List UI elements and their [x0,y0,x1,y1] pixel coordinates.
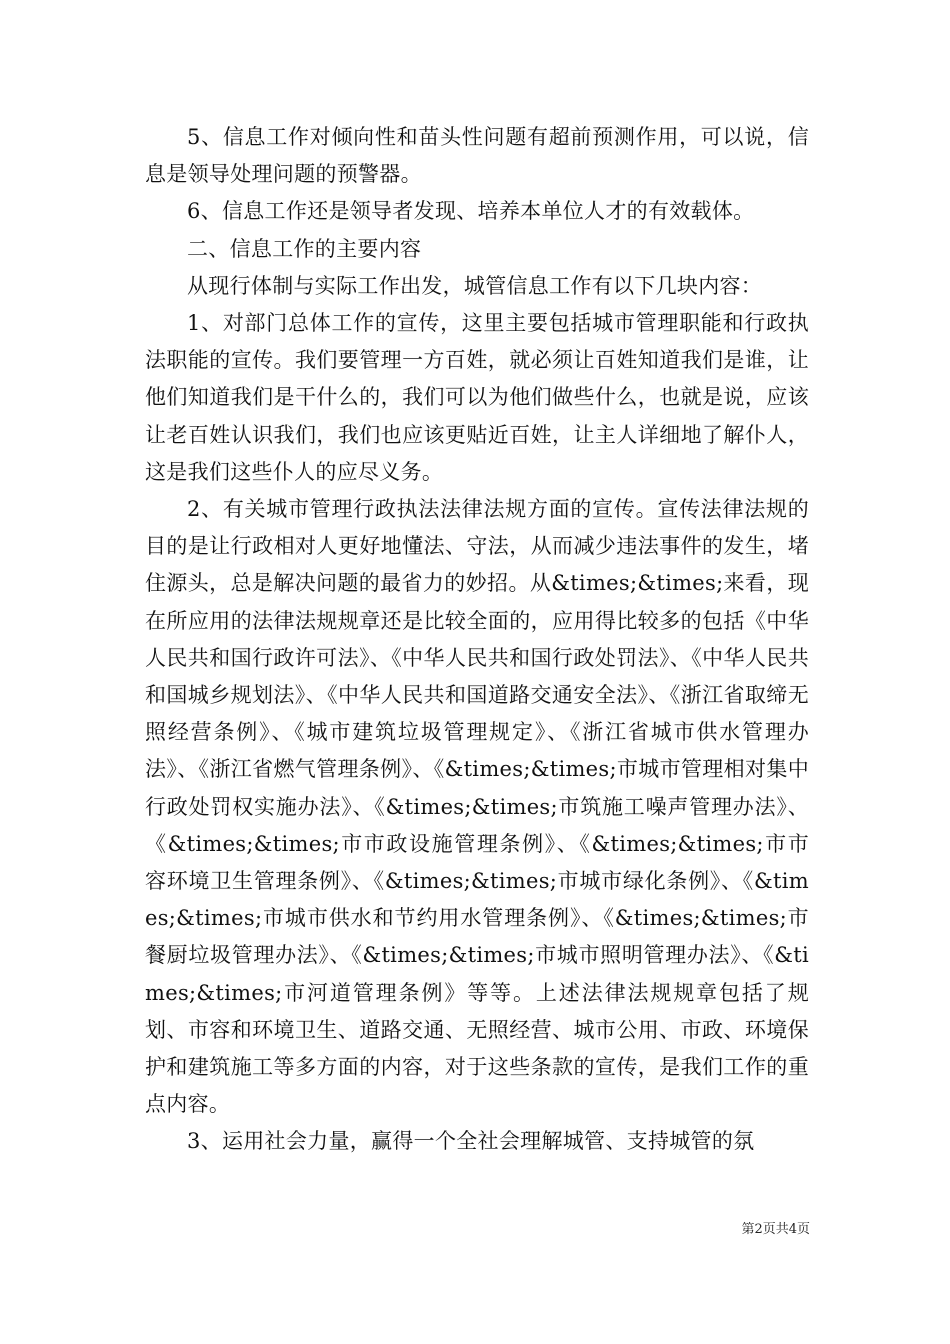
page-number: 第2页共4页 [741,1222,810,1237]
section-heading: 二、信息工作的主要内容 [187,236,422,261]
paragraph-item-2: 2、有关城市管理行政执法法律法规方面的宣传。宣传法律法规的目的是让行政相对人更好地懂法、守法，从而减少违法事件的发生，堵住源头，总是解决问题的最省力的妙招。从&times;&times;来看，现在所应用的法律法规规章还是比较全面的，应用得比较多的包括《中华人民共和国行政许可法》、《中华人民共和国行政处罚法》、《中华人民共和国城乡规划法》、《中华人民共和国道路交通安全法》、《浙江省取缔无照经营条例》、《城市建筑垃圾管理规定》、《浙江省城市供水管理办法》、《浙江省燃气管理条例》、《&times;&times;市城市管理相对集中行政处罚权实施办法》、《&times;&times;市筑施工噪声管理办法》、《&times;&times;市市政设施管理条例》、《&times;&times;市市容环境卫生管理条例》、《&times;&times;市城市绿化条例》、《&times;&times;市城市供水和节约用水管理条例》、《&times;&times;市餐厨垃圾管理办法》、《&times;&times;市城市照明管理办法》、《&times;&times;市河道管理条例》等等。上述法律法规规章包括了规划、市容和环境卫生、道路交通、无照经营、城市公用、市政、环境保护和建筑施工等多方面的内容，对于这些条款的宣传，是我们工作的重点内容。 [145,497,809,1117]
paragraph-point-5: 5、信息工作对倾向性和苗头性问题有超前预测作用，可以说，信息是领导处理问题的预警器。 [145,125,809,187]
paragraph-item-3: 3、运用社会力量，赢得一个全社会理解城管、支持城管的氛 [187,1129,755,1154]
document-body [145,119,809,1161]
paragraph-item-1: 1、对部门总体工作的宣传，这里主要包括城市管理职能和行政执法职能的宣传。我们要管理一方百姓，就必须让百姓知道我们是谁，让他们知道我们是干什么的，我们可以为他们做些什么，也就是说，应该让老百姓认识我们，我们也应该更贴近百姓，让主人详细地了解仆人，这是我们这些仆人的应尽义务。 [145,311,809,484]
paragraph-intro: 从现行体制与实际工作出发，城管信息工作有以下几块内容： [187,273,763,298]
paragraph-point-6: 6、信息工作还是领导者发现、培养本单位人才的有效载体。 [187,199,755,224]
